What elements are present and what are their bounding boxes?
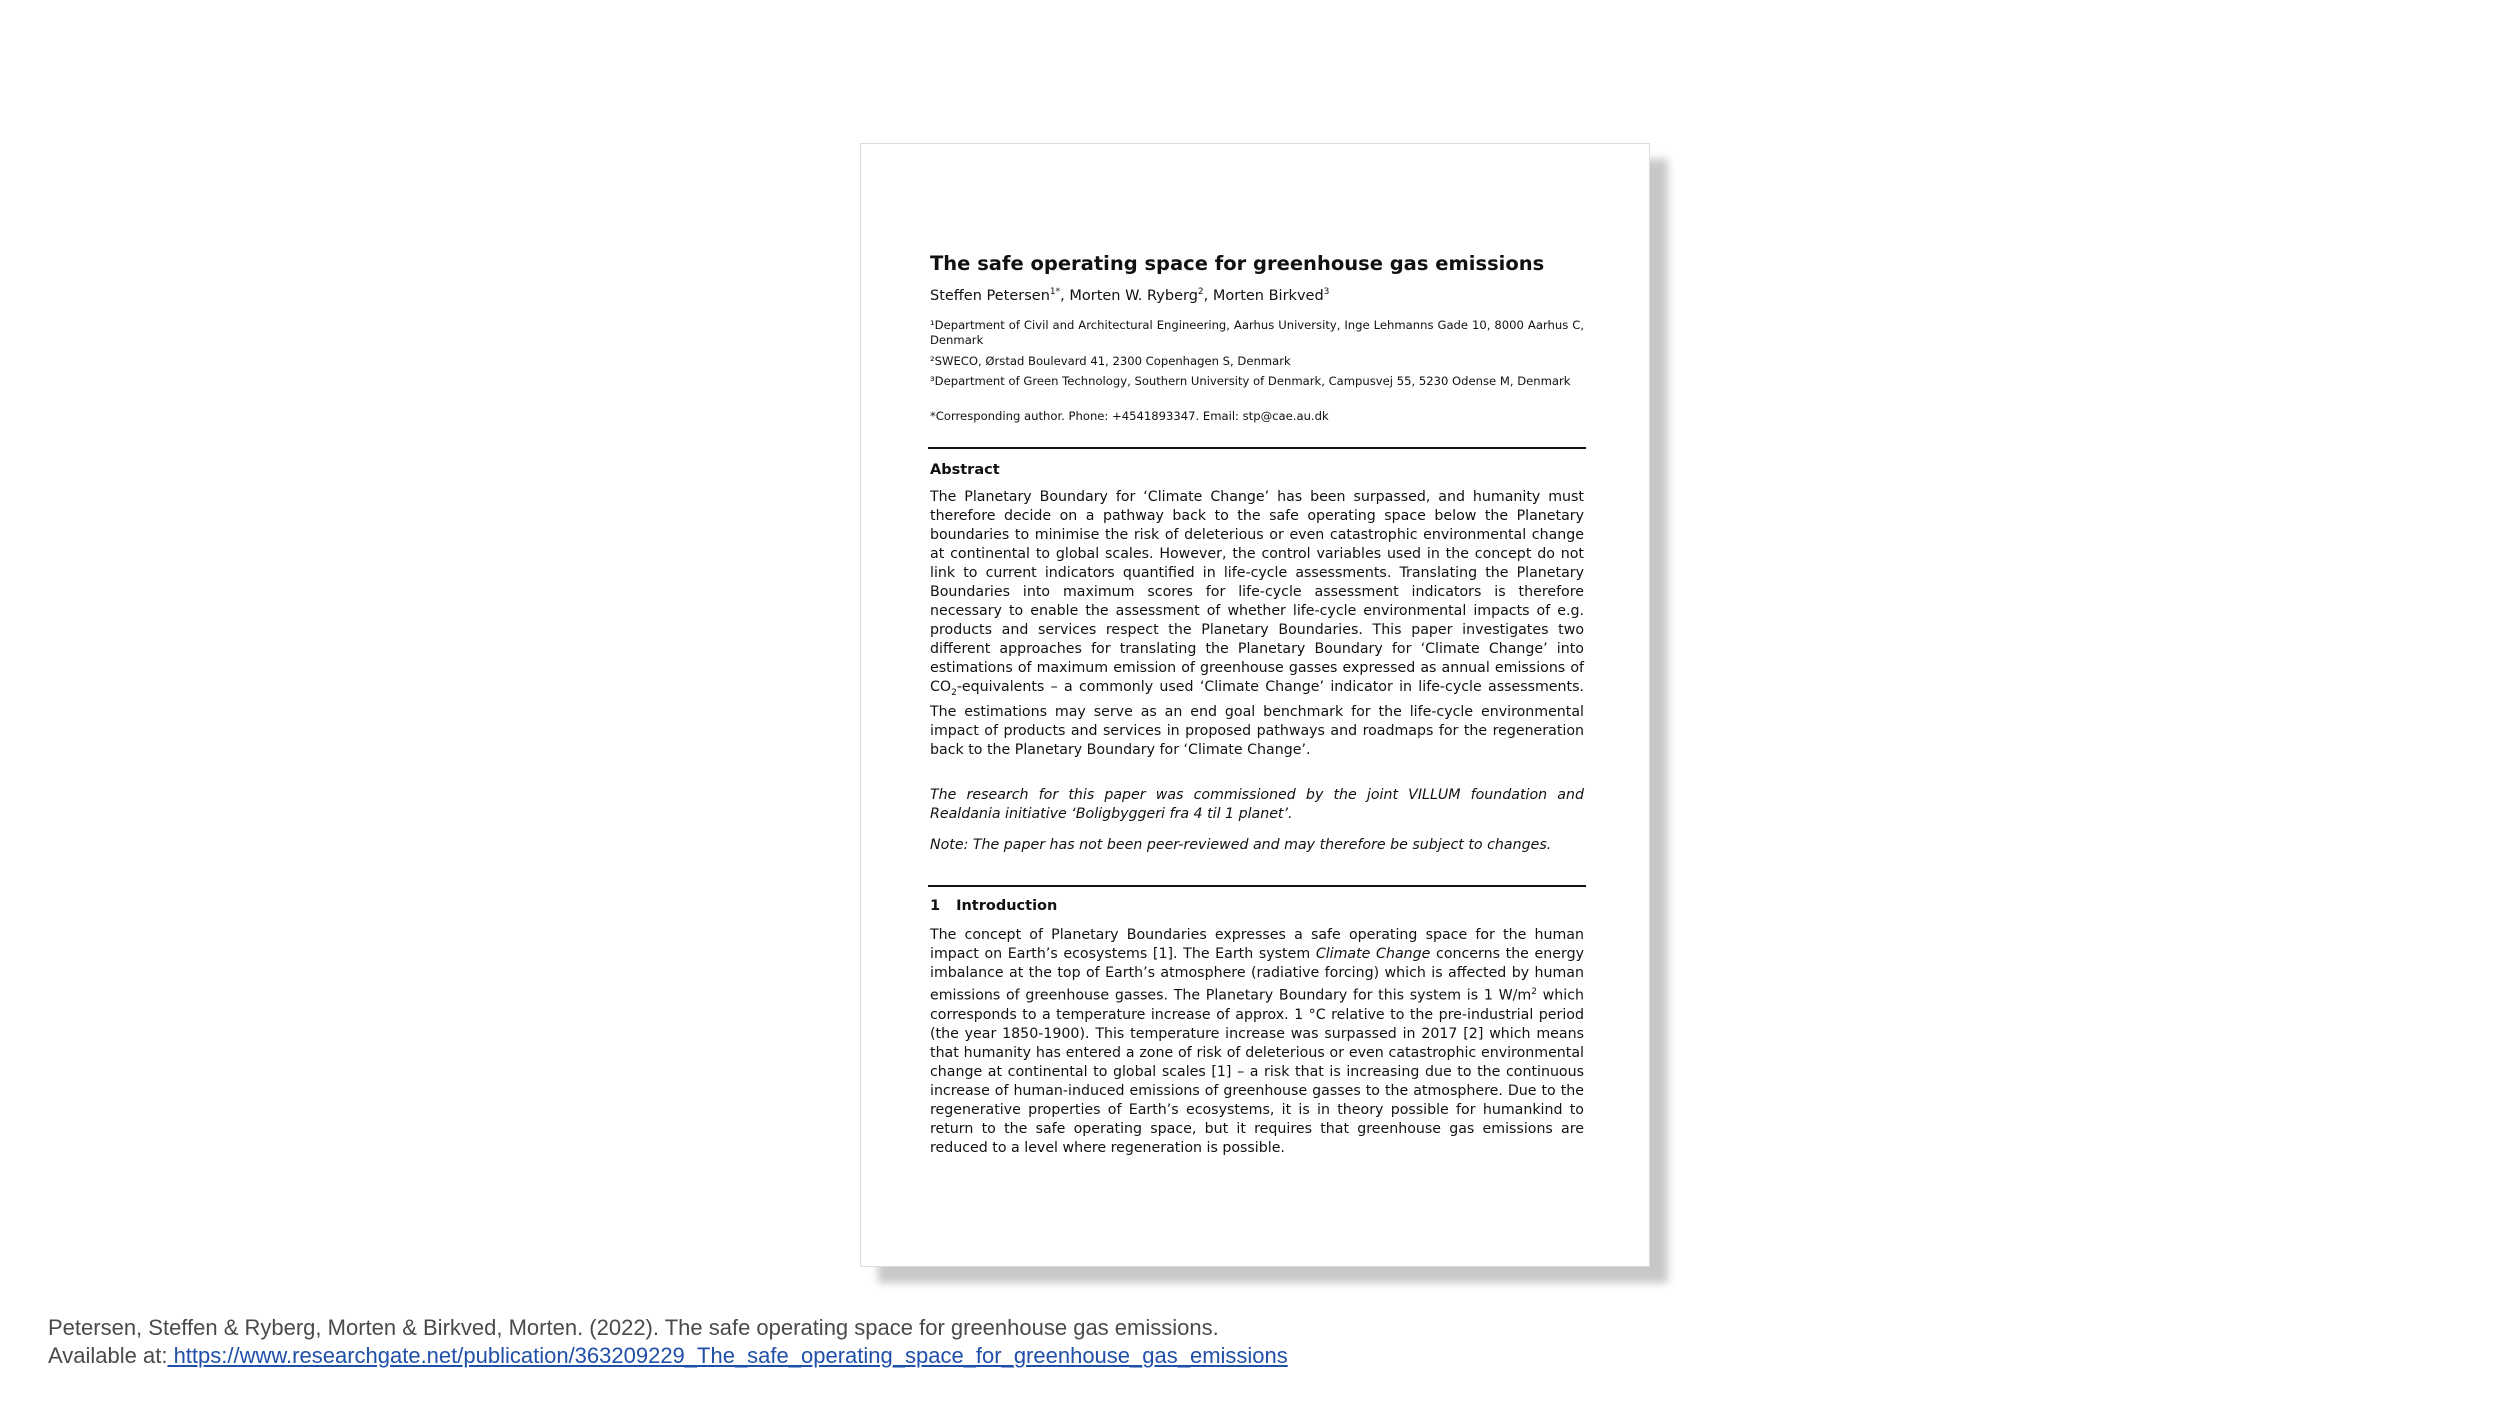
- author-name: Steffen Petersen: [930, 287, 1050, 304]
- author-name: Morten Birkved: [1212, 287, 1324, 304]
- introduction-heading: [930, 898, 1057, 914]
- author-name: Morten W. Ryberg: [1069, 287, 1198, 304]
- section-divider: [928, 447, 1586, 449]
- author-mark: 3: [1323, 287, 1330, 297]
- review-note: Note: The paper has not been peer-reviewed and may therefore be subject to changes.: [930, 837, 1552, 853]
- section-number: 1: [930, 898, 941, 914]
- corresponding-author: *Corresponding author. Phone: +4541893347. Email: stp@cae.au.dk: [930, 409, 1329, 423]
- author-mark: 2: [1197, 287, 1204, 297]
- paper-page-image: [860, 143, 1650, 1267]
- citation: [48, 1314, 1288, 1370]
- section-divider: [928, 885, 1586, 887]
- commission-note: The research for this paper was commissioned by the joint VILLUM foundation and Realdania initiative ‘Boligbyggeri fra 4 til 1 planet’.: [930, 787, 1584, 822]
- citation-reference: Petersen, Steffen & Ryberg, Morten & Birkved, Morten. (2022). The safe operating space for greenhouse gas emissions.: [48, 1315, 1219, 1340]
- introduction-text: The concept of Planetary Boundaries expresses a safe operating space for the human impact on Earth’s ecosystems [1]. The Earth system Climate Change concerns the energy imbalance at the top of Earth’s atmosphere (radiative forcing) which is affected by human emissions of greenhouse gasses. The Planetary Boundary for this system is 1 $W/m^2$ which corresponds to a temperature increase of approx. 1 °C relative to the pre-industrial period (the year 1850-1900). This temperature increase was surpassed in 2017 [2] which means that humanity has entered a zone of risk of deleterious or even catastrophic environmental change at continental to global scales [1] – a risk that is increasing due to the continuous increase of human-induced emissions of greenhouse gasses to the atmosphere. Due to the regenerative properties of Earth’s ecosystems, it is in theory possible for humankind to return to the safe operating space, but it requires that greenhouse gas emissions are reduced to a level where regeneration is possible.: [930, 927, 1584, 1156]
- citation-link[interactable]: https://www.researchgate.net/publication/363209229_The_safe_operating_space_for_greenhouse_gas_emissions: [167, 1343, 1288, 1368]
- citation-availability: Available at: https://www.researchgate.net/publication/363209229_The_safe_operating_space_for_greenhouse_gas_emissions: [48, 1343, 1288, 1368]
- paper-authors: Steffen Petersen$^{1*}$, Morten W. Ryberg$^2$, Morten Birkved$^3$: [930, 287, 1330, 304]
- author-mark: 1*: [1049, 287, 1061, 297]
- abstract-heading: Abstract: [930, 462, 1000, 478]
- affiliation-3: ³Department of Green Technology, Southern University of Denmark, Campusvej 55, 5230 Odense M, Denmark: [930, 374, 1571, 388]
- affiliation-2: ²SWECO, Ørstad Boulevard 41, 2300 Copenhagen S, Denmark: [930, 354, 1291, 368]
- abstract-text: The Planetary Boundary for ‘Climate Change’ has been surpassed, and humanity must therefore decide on a pathway back to the safe operating space below the Planetary boundaries to minimise the risk of deleterious or even catastrophic environmental change at continental to global scales. However, the control variables used in the concept do not link to current indicators quantified in life-cycle assessments. Translating the Planetary Boundaries into maximum scores for life-cycle assessment indicators is therefore necessary to enable the assessment of whether life-cycle environmental impacts of e.g. products and services respect the Planetary Boundaries. This paper investigates two different approaches for translating the Planetary Boundary for ‘Climate Change’ into estimations of maximum emission of greenhouse gasses expressed as annual emissions of $CO_2$-equivalents – a commonly used ‘Climate Change’ indicator in life-cycle assessments. The estimations may serve as an end goal benchmark for the life-cycle environmental impact of products and services in proposed pathways and roadmaps for the regeneration back to the Planetary Boundary for ‘Climate Change’.: [930, 489, 1584, 758]
- affiliation-1: ¹Department of Civil and Architectural Engineering, Aarhus University, Inge Lehmanns Gade 10, 8000 Aarhus C, Denmark: [930, 318, 1584, 347]
- paper-title: The safe operating space for greenhouse gas emissions: [930, 252, 1545, 275]
- section-title: Introduction: [956, 898, 1058, 914]
